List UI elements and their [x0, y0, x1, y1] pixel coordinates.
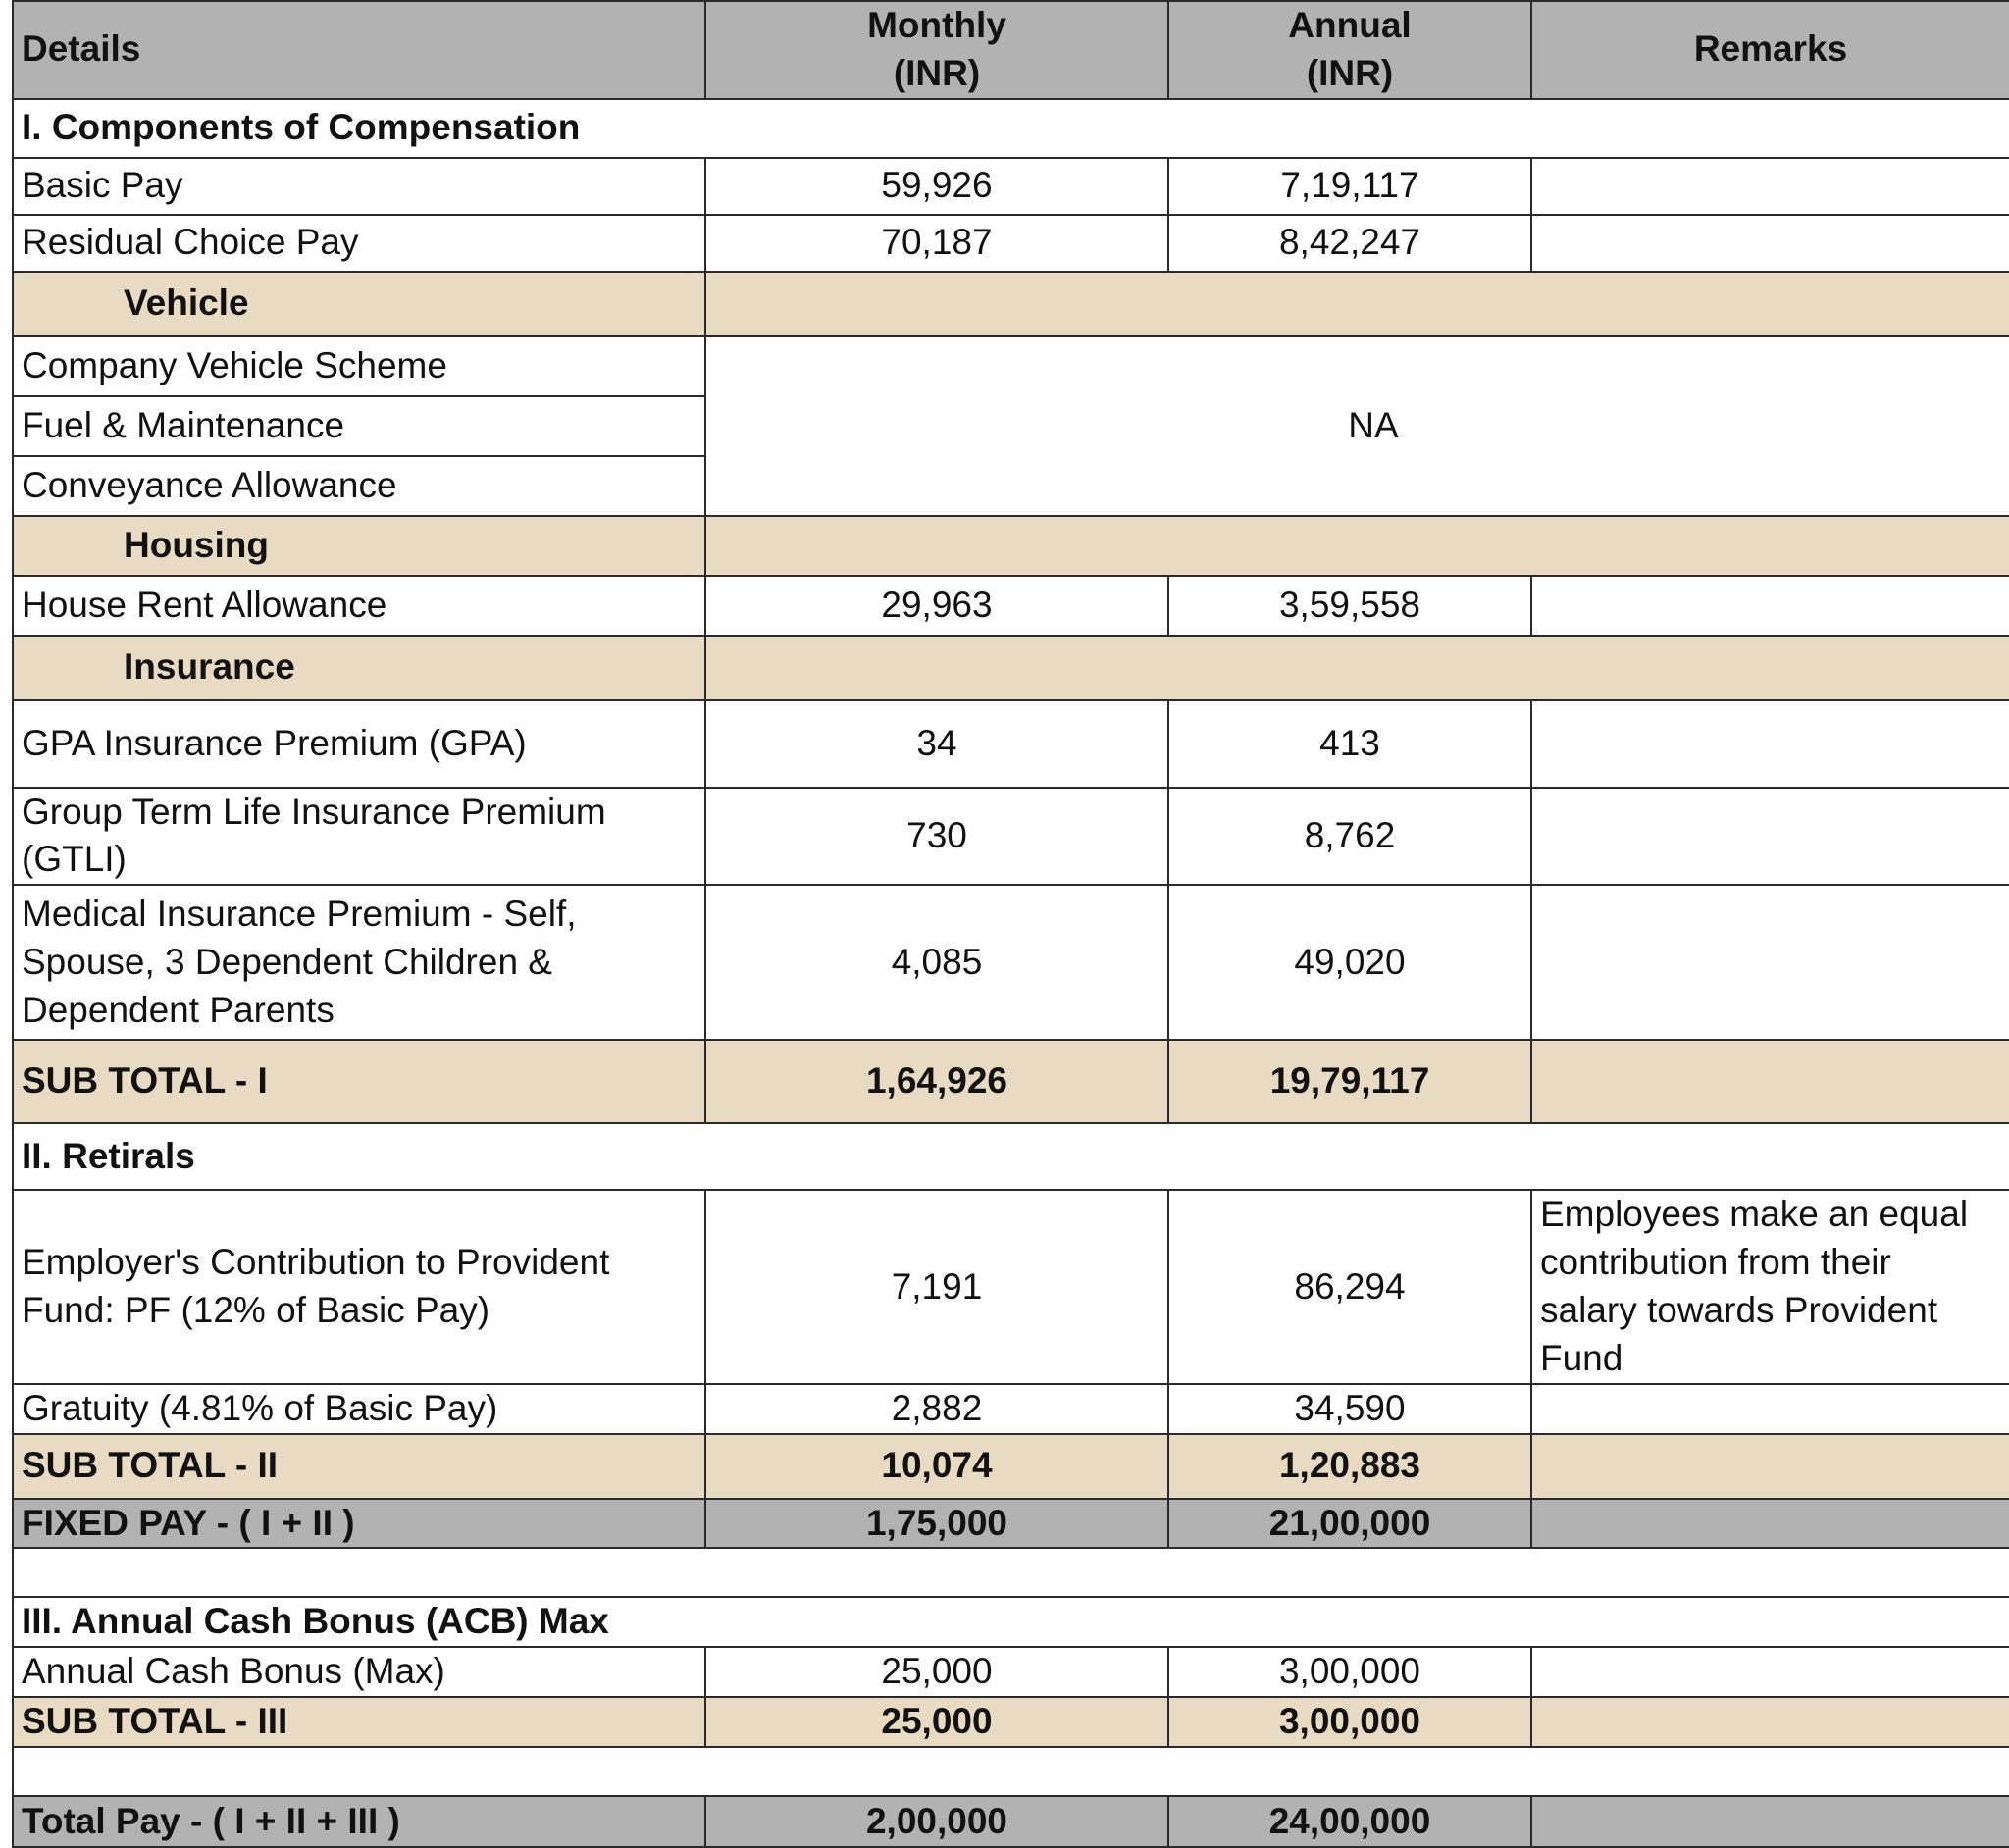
remarks-cell	[1531, 700, 2009, 788]
subtotal-row	[13, 1697, 2009, 1747]
fixed-pay-label: FIXED PAY - ( I + II )	[13, 1499, 705, 1549]
monthly-value: 59,926	[705, 158, 1168, 215]
total-pay-row	[13, 1796, 2009, 1847]
annual-value: 49,020	[1168, 885, 1531, 1040]
monthly-value: 1,64,926	[705, 1040, 1168, 1123]
spacer-row	[13, 1747, 2009, 1796]
remarks-cell	[1531, 1499, 2009, 1549]
annual-value: 8,762	[1168, 788, 1531, 886]
section-row	[13, 1597, 2009, 1647]
annual-value: 1,20,883	[1168, 1434, 1531, 1499]
row-label: Group Term Life Insurance Premium (GTLI)	[13, 788, 705, 886]
remarks-cell	[1531, 215, 2009, 272]
monthly-value: 4,085	[705, 885, 1168, 1040]
monthly-value: 2,00,000	[705, 1796, 1168, 1847]
category-heading: Vehicle	[13, 272, 705, 336]
row-label: Fuel & Maintenance	[13, 396, 705, 456]
section-title: III. Annual Cash Bonus (ACB) Max	[13, 1597, 2009, 1647]
monthly-value: 7,191	[705, 1190, 1168, 1383]
subtotal-row	[13, 1040, 2009, 1123]
remarks-cell	[1531, 1384, 2009, 1434]
row-label: Annual Cash Bonus (Max)	[13, 1647, 705, 1697]
remarks-cell	[1531, 158, 2009, 215]
annual-value: 3,00,000	[1168, 1647, 1531, 1697]
category-heading: Insurance	[13, 636, 705, 700]
table-row	[13, 336, 2009, 396]
row-label: GPA Insurance Premium (GPA)	[13, 700, 705, 788]
remarks-cell	[1531, 1697, 2009, 1747]
category-fill	[705, 636, 2009, 700]
table-row	[13, 1190, 2009, 1383]
annual-value: 8,42,247	[1168, 215, 1531, 272]
header-annual: Annual (INR)	[1168, 1, 1531, 99]
annual-value: 19,79,117	[1168, 1040, 1531, 1123]
remarks-cell	[1531, 885, 2009, 1040]
spacer-row	[13, 1548, 2009, 1597]
annual-value: 3,00,000	[1168, 1697, 1531, 1747]
monthly-value: 1,75,000	[705, 1499, 1168, 1549]
row-label: Medical Insurance Premium - Self, Spouse, 3 Dependent Children & Dependent Parents	[13, 885, 705, 1040]
spacer-cell	[13, 1747, 2009, 1796]
annual-value: 3,59,558	[1168, 576, 1531, 636]
category-fill	[705, 272, 2009, 336]
monthly-value: 34	[705, 700, 1168, 788]
category-heading: Housing	[13, 516, 705, 576]
table-row	[13, 215, 2009, 272]
section-title: I. Components of Compensation	[13, 99, 2009, 158]
row-label: Employer's Contribution to Provident Fund: PF (12% of Basic Pay)	[13, 1190, 705, 1383]
row-label: Conveyance Allowance	[13, 456, 705, 516]
total-pay-label: Total Pay - ( I + II + III )	[13, 1796, 705, 1847]
monthly-value: 10,074	[705, 1434, 1168, 1499]
subtotal-label: SUB TOTAL - II	[13, 1434, 705, 1499]
table-row	[13, 1384, 2009, 1434]
subtotal-label: SUB TOTAL - I	[13, 1040, 705, 1123]
monthly-value: 2,882	[705, 1384, 1168, 1434]
remarks-cell	[1531, 576, 2009, 636]
row-label: House Rent Allowance	[13, 576, 705, 636]
monthly-value: 730	[705, 788, 1168, 886]
row-label: Company Vehicle Scheme	[13, 336, 705, 396]
header-row	[13, 1, 2009, 99]
header-remarks: Remarks	[1531, 1, 2009, 99]
fixed-pay-row	[13, 1499, 2009, 1549]
row-label: Gratuity (4.81% of Basic Pay)	[13, 1384, 705, 1434]
remarks-cell	[1531, 1796, 2009, 1847]
remarks-cell	[1531, 1647, 2009, 1697]
monthly-value: 29,963	[705, 576, 1168, 636]
table-row	[13, 885, 2009, 1040]
monthly-value: 25,000	[705, 1697, 1168, 1747]
header-details: Details	[13, 1, 705, 99]
row-label: Basic Pay	[13, 158, 705, 215]
annual-value: 413	[1168, 700, 1531, 788]
annual-value: 7,19,117	[1168, 158, 1531, 215]
compensation-table	[12, 0, 2009, 1848]
remarks-cell	[1531, 788, 2009, 886]
table-row	[13, 576, 2009, 636]
table-row	[13, 1647, 2009, 1697]
category-row	[13, 272, 2009, 336]
section-row	[13, 1123, 2009, 1190]
remarks-cell	[1531, 1434, 2009, 1499]
table-row	[13, 700, 2009, 788]
section-row	[13, 99, 2009, 158]
vehicle-value: NA	[705, 336, 2009, 516]
remarks-cell	[1531, 1040, 2009, 1123]
spacer-cell	[13, 1548, 2009, 1597]
annual-value: 34,590	[1168, 1384, 1531, 1434]
remarks-cell: Employees make an equal contribution from their salary towards Provident Fund	[1531, 1190, 2009, 1383]
category-fill	[705, 516, 2009, 576]
subtotal-row	[13, 1434, 2009, 1499]
annual-value: 21,00,000	[1168, 1499, 1531, 1549]
monthly-value: 25,000	[705, 1647, 1168, 1697]
category-row	[13, 636, 2009, 700]
monthly-value: 70,187	[705, 215, 1168, 272]
row-label: Residual Choice Pay	[13, 215, 705, 272]
subtotal-label: SUB TOTAL - III	[13, 1697, 705, 1747]
section-title: II. Retirals	[13, 1123, 2009, 1190]
annual-value: 86,294	[1168, 1190, 1531, 1383]
table-row	[13, 158, 2009, 215]
header-monthly: Monthly (INR)	[705, 1, 1168, 99]
category-row	[13, 516, 2009, 576]
annual-value: 24,00,000	[1168, 1796, 1531, 1847]
table-row	[13, 788, 2009, 886]
